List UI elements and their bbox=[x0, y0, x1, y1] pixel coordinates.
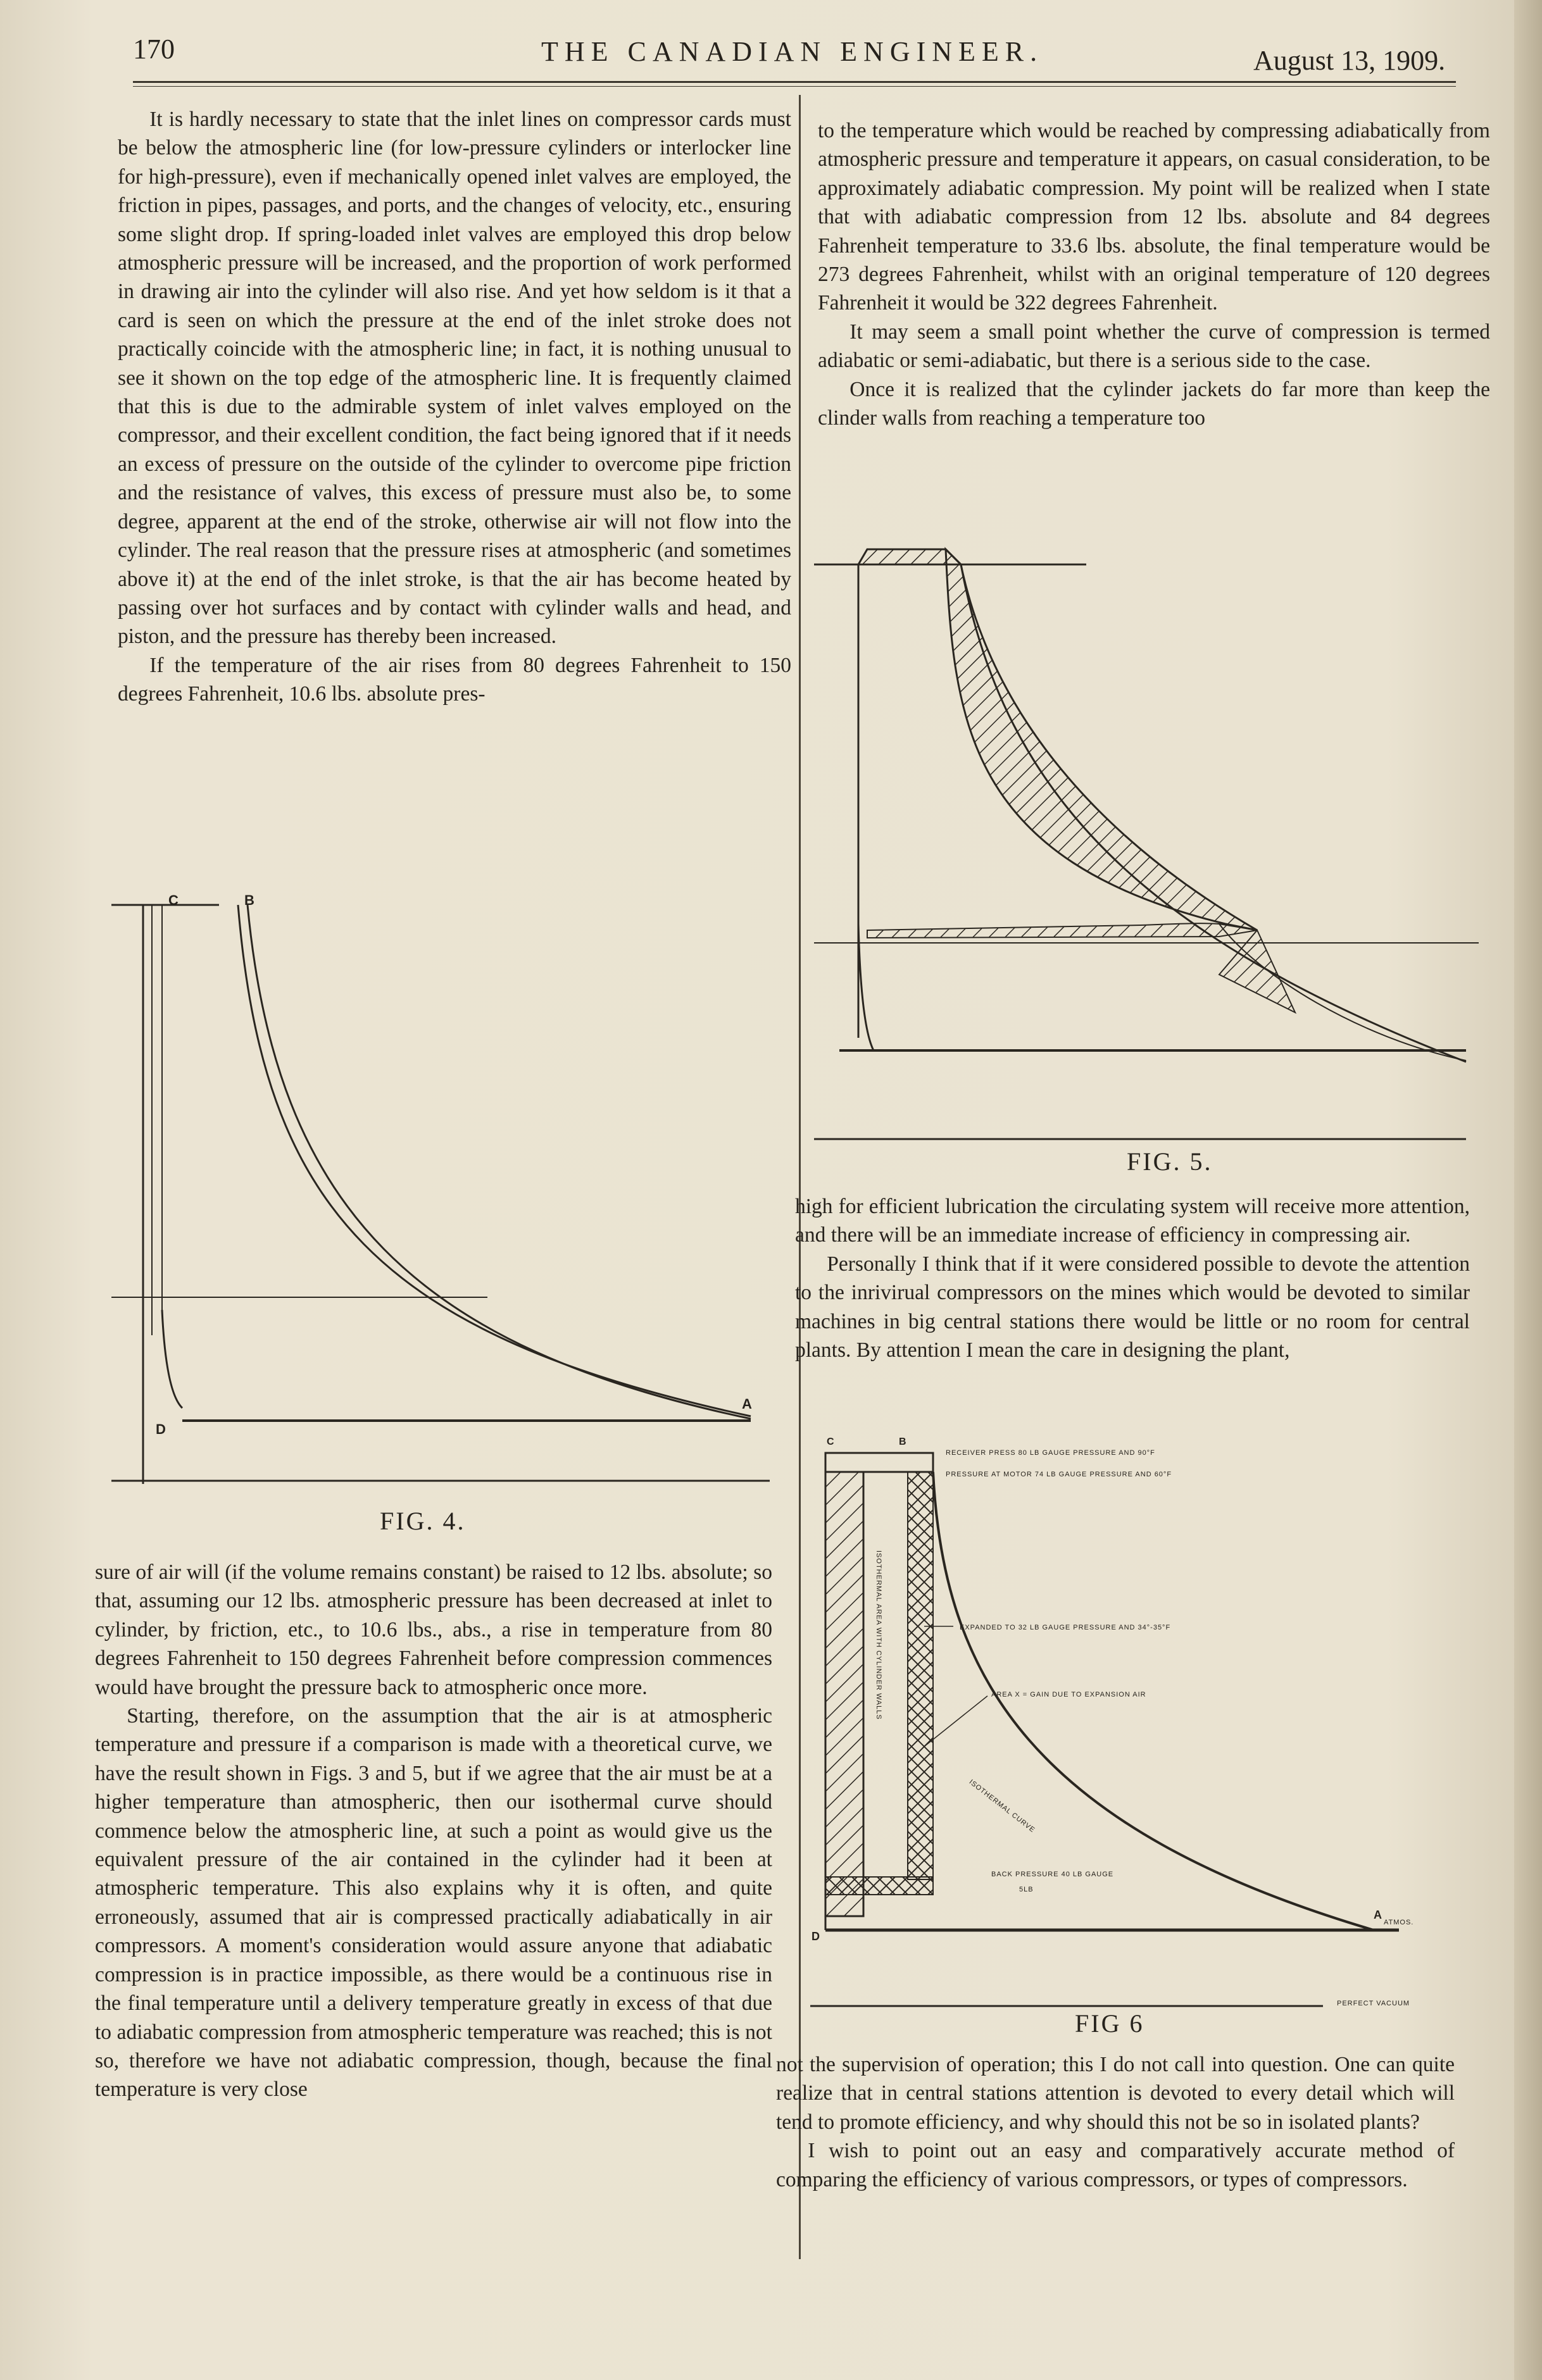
paragraph: If the temperature of the air rises from 80 degrees Fahrenheit to 150 degrees Fahrenheit, 10.6 lbs. absolute pres- bbox=[118, 653, 791, 706]
fig6-label-c: C bbox=[827, 1436, 834, 1447]
fig6-annotation-area-x: AREA X = GAIN DUE TO EXPANSION AIR bbox=[991, 1691, 1146, 1698]
fig4-label-c: C bbox=[168, 892, 179, 908]
fig6-indicator-diagram bbox=[804, 1436, 1469, 2044]
fig6-annotation-vertical: ISOTHERMAL AREA WITH CYLINDER WALLS bbox=[875, 1550, 882, 1720]
fig6-annotation-isothermal: ISOTHERMAL CURVE bbox=[967, 1778, 1037, 1835]
figure-5 bbox=[814, 532, 1479, 1139]
fig4-caption: FIG. 4. bbox=[380, 1507, 466, 1535]
left-column-bottom-text bbox=[95, 1558, 772, 2104]
header-rule bbox=[133, 81, 1456, 83]
fig6-label-b: B bbox=[899, 1436, 906, 1447]
page-spine-shadow bbox=[1514, 0, 1542, 2380]
fig4-label-d: D bbox=[156, 1421, 166, 1437]
paragraph: high for efficient lubrication the circulating system will receive more attention, and there will be an immediate increase of efficiency in compressing air. bbox=[795, 1195, 1470, 1247]
right-column-middle-text bbox=[795, 1192, 1470, 1364]
fig4-label-a: A bbox=[742, 1396, 752, 1412]
column-divider bbox=[799, 95, 801, 2259]
left-column-top-text bbox=[118, 105, 791, 709]
fig6-annotation-atmos: ATMOS. bbox=[1384, 1919, 1414, 1926]
page-number: 170 bbox=[133, 34, 175, 65]
fig6-label-a: A bbox=[1374, 1909, 1382, 1921]
issue-date: August 13, 1909. bbox=[1253, 45, 1446, 76]
masthead-title: THE CANADIAN ENGINEER. bbox=[541, 36, 1044, 67]
paragraph: It may seem a small point whether the curve of compression is termed adiabatic or semi-adiabatic, but there is a serious side to the case. bbox=[818, 320, 1490, 373]
page-header bbox=[0, 33, 1542, 84]
paragraph: to the temperature which would be reached by compressing adiabatically from atmospheric pressure and temperature it appears, on casual consideration, to be approximately adiabatic compression. My point will be realized when I state that with adiabatic compression from 12 lbs. absolute and 84 degrees Fahrenheit temperature to 33.6 lbs. absolute, the final temperature would be 273 degrees Fahrenheit, whilst with an original temperature of 120 degrees Fahrenheit it would be 322 degrees Fahrenheit. bbox=[818, 119, 1490, 315]
fig6-label-d: D bbox=[812, 1930, 820, 1943]
figure-4 bbox=[111, 892, 770, 1512]
paragraph: Personally I think that if it were considered possible to devote the attention to the inrivirual compressors on the mines which would be devoted to similar machines in big central stations there would be little or no room for central plants. By attention I mean the care in designing the plant, bbox=[795, 1252, 1470, 1362]
fig6-annotation-vacuum: PERFECT VACUUM bbox=[1337, 2000, 1410, 2007]
header-rule-thin bbox=[133, 86, 1456, 87]
figure-6 bbox=[804, 1436, 1469, 2044]
fig5-indicator-diagram bbox=[814, 532, 1479, 1139]
right-column-bottom-text bbox=[776, 2050, 1455, 2194]
paragraph: not the supervision of operation; this I do not call into question. One can quite realize that in central stations attention is devoted to every detail which will tend to promote efficiency, and why should this not be so in isolated plants? bbox=[776, 2053, 1455, 2134]
fig4-indicator-diagram bbox=[111, 892, 770, 1512]
paragraph: Once it is realized that the cylinder jackets do far more than keep the clinder walls from reaching a temperature too bbox=[818, 377, 1490, 430]
right-column-top-text bbox=[818, 116, 1490, 432]
fig6-annotation-back-pressure-2: 5LB bbox=[1019, 1886, 1034, 1893]
fig5-caption: FIG. 5. bbox=[1127, 1147, 1213, 1176]
fig6-annotation-motor: PRESSURE AT MOTOR 74 LB GAUGE PRESSURE AND 60°F bbox=[946, 1471, 1172, 1478]
fig4-label-b: B bbox=[244, 892, 254, 908]
fig6-annotation-back-pressure: BACK PRESSURE 40 LB GAUGE bbox=[991, 1871, 1114, 1878]
paragraph: I wish to point out an easy and comparatively accurate method of comparing the efficiency of various compressors, or types of compressors. bbox=[776, 2139, 1455, 2191]
paragraph: It is hardly necessary to state that the inlet lines on compressor cards must be below the atmospheric line (for low-pressure cylinders or interlocker line for high-pressure), even if mechanically opened inlet valves are employed, the friction in pipes, passages, and ports, and the changes of velocity, etc., ensuring some slight drop. If spring-loaded inlet valves are employed this drop below atmospheric pressure will be increased, and the proportion of work performed in drawing air into the cylinder will also rise. And yet how seldom is it that a card is seen on which the pressure at the end of the inlet stroke does not practically coincide with the atmospheric line; in fact, it is nothing unusual to see it shown on the top edge of the atmospheric line. It is frequently claimed that this is due to the admirable system of inlet valves employed on the compressor, and their excellent condition, the fact being ignored that if it needs an excess of pressure on the outside of the cylinder to overcome pipe friction and the resistance of valves, this excess of pressure must also be, to some degree, apparent at the end of the stroke, otherwise air will not flow into the cylinder. The real reason that the pressure rises at atmospheric (and sometimes above it) at the end of the inlet stroke, is that the air has become heated by passing over hot surfaces and by contact with cylinder walls and head, and piston, and the pressure has thereby been increased. bbox=[118, 108, 791, 649]
fig6-caption: FIG 6 bbox=[1075, 2009, 1144, 2038]
fig6-annotation-receiver: RECEIVER PRESS 80 LB GAUGE PRESSURE AND 90°F bbox=[946, 1449, 1155, 1457]
paragraph: sure of air will (if the volume remains constant) be raised to 12 lbs. absolute; so that, assuming our 12 lbs. atmospheric pressure has been decreased at inlet to cylinder, by friction, etc., to 10.6 lbs., abs., a rise in temperature from 80 degrees Fahrenheit to 150 degrees Fahrenheit before compression commences would have brought the pressure back to atmospheric once more. bbox=[95, 1561, 772, 1699]
paragraph: Starting, therefore, on the assumption that the air is at atmospheric temperature and pressure if a comparison is made with a theoretical curve, we have the result shown in Figs. 3 and 5, but if we agree that the air must be at a higher temperature than atmospheric, then our isothermal curve should commence below the atmospheric line, at such a point as would give us the equivalent pressure of the air contained in the cylinder had it been at atmospheric temperature. This also explains why it is often, and quite erroneously, assumed that air is compressed practically adiabatically in air compressors. A moment's consideration would assure anyone that adiabatic compression is in practice impossible, as there would be a continuous rise in the final temperature until a delivery temperature greatly in excess of that due to adiabatic compression from atmospheric temperature was reached; this is not so, therefore we have not adiabatic compression, though, because the final temperature is very close bbox=[95, 1704, 772, 2102]
fig6-annotation-expanded: EXPANDED TO 32 LB GAUGE PRESSURE AND 34°-35°F bbox=[960, 1624, 1171, 1631]
